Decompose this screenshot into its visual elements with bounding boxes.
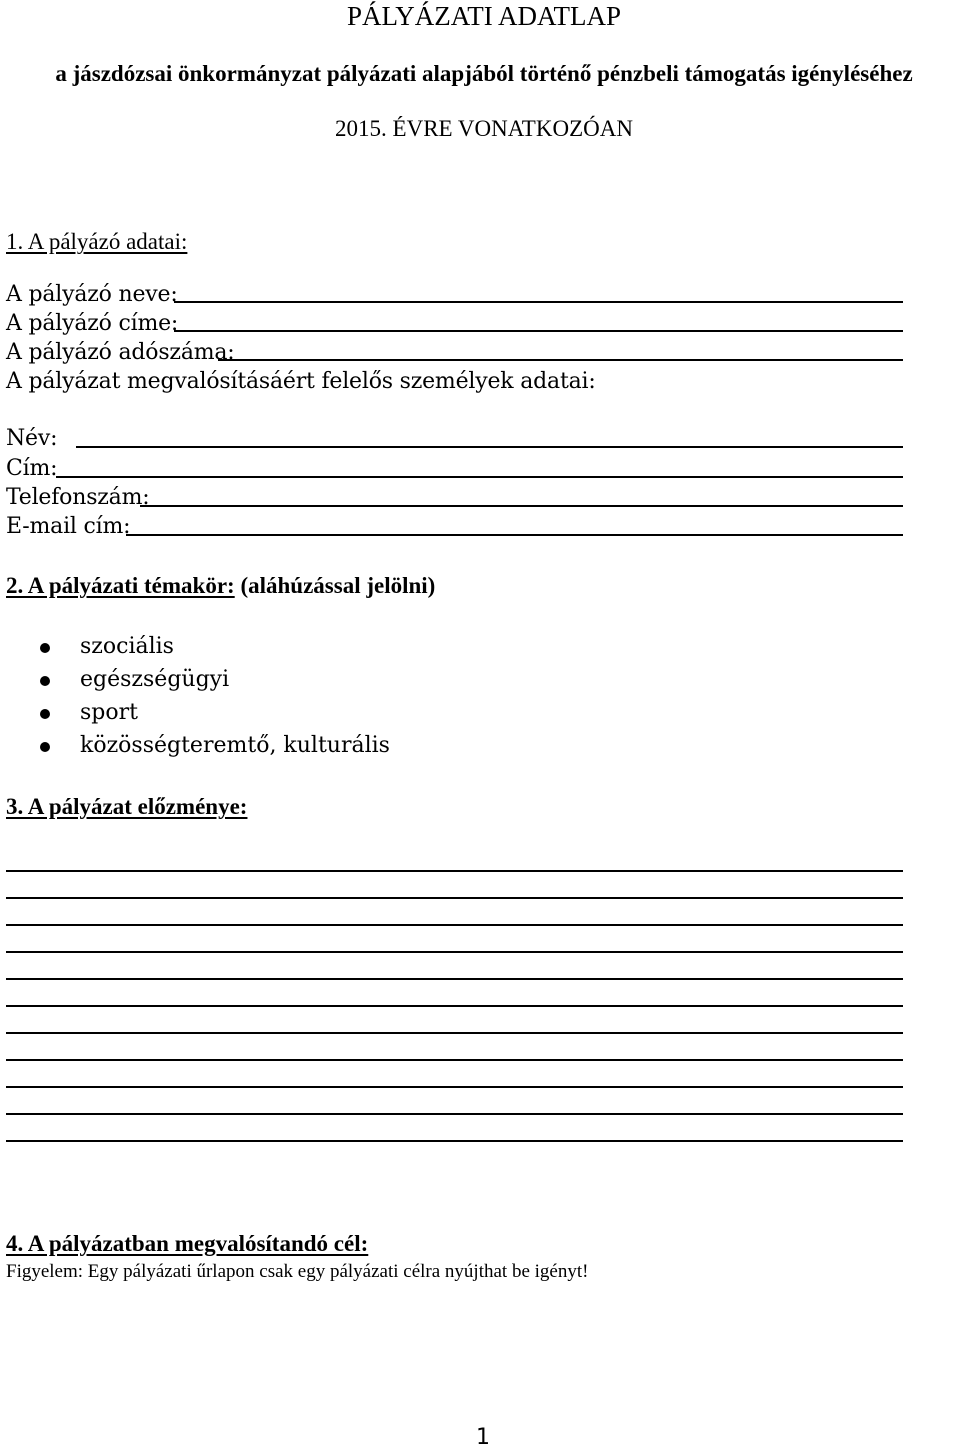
- phone-label: Telefonszám:: [6, 485, 150, 510]
- history-writing-line[interactable]: [6, 1005, 903, 1007]
- phone-line[interactable]: [140, 505, 903, 507]
- bullet-icon: [40, 709, 50, 719]
- topic-label: szociális: [80, 634, 174, 659]
- applicant-address-line[interactable]: [174, 330, 903, 332]
- section-4-heading: 4. A pályázatban megvalósítandó cél:: [6, 1231, 369, 1256]
- history-writing-line[interactable]: [6, 924, 903, 926]
- topic-label: közösségteremtő, kulturális: [80, 733, 390, 758]
- person-address-line[interactable]: [56, 476, 903, 478]
- bullet-icon: [40, 643, 50, 653]
- bullet-icon: [40, 742, 50, 752]
- page-subtitle: a jászdózsai önkormányzat pályázati alapjából történő pénzbeli támogatás igényléséhez: [55, 61, 913, 86]
- person-name-label: Név:: [6, 426, 58, 451]
- topic-label: sport: [80, 700, 138, 725]
- history-writing-line[interactable]: [6, 951, 903, 953]
- bullet-icon: [40, 676, 50, 686]
- page-title: PÁLYÁZATI ADATLAP: [346, 1, 622, 31]
- history-writing-line[interactable]: [6, 1113, 903, 1115]
- section-3-heading: 3. A pályázat előzménye:: [6, 794, 248, 819]
- applicant-name-label: A pályázó neve:: [6, 282, 178, 307]
- page-number: 1: [476, 1425, 490, 1450]
- person-address-label: Cím:: [6, 456, 58, 481]
- history-writing-line[interactable]: [6, 870, 903, 872]
- topic-label: egészségügyi: [80, 667, 230, 692]
- notice-text: Figyelem: Egy pályázati űrlapon csak egy pályázati célra nyújthat be igényt!: [6, 1261, 589, 1282]
- history-writing-line[interactable]: [6, 1140, 903, 1142]
- history-writing-line[interactable]: [6, 1086, 903, 1088]
- responsible-persons-label: A pályázat megvalósításáért felelős személyek adatai:: [6, 369, 596, 394]
- history-writing-line[interactable]: [6, 1059, 903, 1061]
- applicant-address-label: A pályázó címe:: [6, 311, 179, 336]
- email-label: E-mail cím:: [6, 514, 131, 539]
- history-writing-line[interactable]: [6, 1032, 903, 1034]
- history-writing-line[interactable]: [6, 978, 903, 980]
- year-line: 2015. ÉVRE VONATKOZÓAN: [335, 116, 633, 141]
- person-name-line[interactable]: [76, 446, 903, 448]
- applicant-name-line[interactable]: [174, 301, 903, 303]
- history-writing-line[interactable]: [6, 897, 903, 899]
- section-1-heading: 1. A pályázó adatai:: [6, 229, 188, 254]
- section-2-heading: 2. A pályázati témakör: (aláhúzással jelölni): [6, 573, 436, 598]
- section-2-note: (aláhúzással jelölni): [240, 573, 436, 598]
- applicant-tax-label: A pályázó adószáma:: [6, 340, 235, 365]
- email-line[interactable]: [126, 534, 903, 536]
- applicant-tax-line[interactable]: [218, 359, 903, 361]
